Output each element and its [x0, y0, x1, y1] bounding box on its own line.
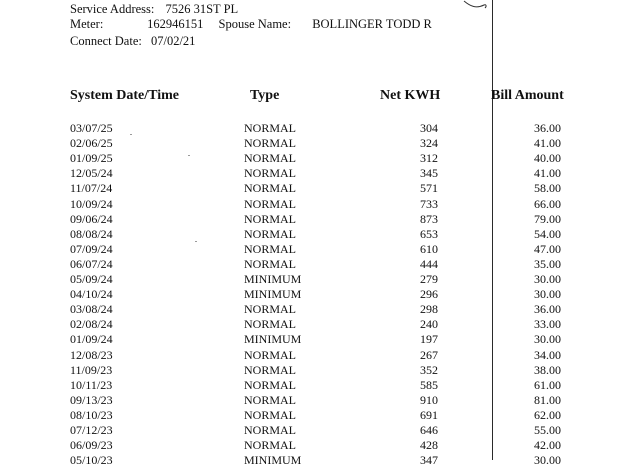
table-row	[0, 378, 640, 393]
row-date: 12/05/24	[70, 166, 113, 181]
row-net-kwh: 324	[420, 136, 438, 151]
row-net-kwh: 571	[420, 181, 438, 196]
row-net-kwh: 197	[420, 332, 438, 347]
meter-line	[70, 17, 432, 32]
row-type: NORMAL	[244, 317, 297, 332]
row-type: NORMAL	[244, 407, 297, 422]
row-type: NORMAL	[244, 151, 297, 166]
row-bill-amount: 35.00	[534, 256, 561, 271]
row-net-kwh: 304	[420, 121, 438, 135]
meter-value: 162946151	[147, 17, 204, 31]
table-row	[0, 227, 640, 242]
row-date: 04/10/24	[70, 287, 113, 302]
table-row	[0, 272, 640, 287]
row-type: NORMAL	[244, 226, 297, 241]
table-row	[0, 317, 640, 332]
spouse-value: BOLLINGER TODD R	[312, 17, 432, 31]
row-date: 09/06/24	[70, 211, 113, 226]
row-type: NORMAL	[244, 136, 297, 151]
table-row	[0, 212, 640, 227]
row-type: NORMAL	[244, 377, 297, 392]
row-date: 11/07/24	[70, 181, 113, 196]
row-date: 12/08/23	[70, 347, 113, 362]
row-bill-amount: 61.00	[534, 377, 561, 392]
row-bill-amount: 58.00	[534, 181, 561, 196]
row-type: NORMAL	[244, 438, 297, 453]
row-type: NORMAL	[244, 423, 297, 437]
row-bill-amount: 62.00	[534, 407, 561, 422]
row-net-kwh: 279	[420, 272, 438, 286]
row-net-kwh: 910	[420, 392, 438, 407]
connect-date-line	[70, 34, 195, 49]
row-bill-amount: 38.00	[534, 362, 561, 377]
row-net-kwh: 585	[420, 377, 438, 392]
table-row	[0, 438, 640, 453]
row-bill-amount: 79.00	[534, 211, 561, 226]
row-bill-amount: 30.00	[534, 287, 561, 302]
row-date: 10/09/24	[70, 196, 113, 211]
table-row	[0, 136, 640, 151]
table-row	[0, 257, 640, 272]
service-address-label: Service Address:	[70, 2, 155, 16]
table-row	[0, 348, 640, 363]
row-net-kwh: 347	[420, 453, 438, 468]
table-row	[0, 302, 640, 317]
row-net-kwh: 298	[420, 302, 438, 317]
row-type: NORMAL	[244, 362, 297, 377]
row-bill-amount: 66.00	[534, 196, 561, 211]
row-date: 01/09/24	[70, 332, 113, 347]
row-type: NORMAL	[244, 241, 297, 256]
row-net-kwh: 691	[420, 407, 438, 422]
header-net-kwh: Net KWH	[380, 88, 441, 103]
service-address-value: 7526 31ST PL	[165, 2, 239, 16]
row-bill-amount: 41.00	[534, 166, 561, 181]
scan-speck	[188, 155, 190, 156]
row-net-kwh: 873	[420, 211, 438, 226]
row-bill-amount: 34.00	[534, 347, 561, 362]
table-row	[0, 423, 640, 438]
row-date: 03/08/24	[70, 302, 113, 317]
row-bill-amount: 30.00	[534, 332, 561, 347]
row-net-kwh: 312	[420, 151, 438, 166]
row-date: 05/10/23	[70, 453, 113, 468]
row-bill-amount: 47.00	[534, 241, 561, 256]
row-date: 02/06/25	[70, 136, 113, 151]
row-bill-amount: 40.00	[534, 151, 561, 166]
row-type: MINIMUM	[244, 332, 302, 347]
row-bill-amount: 30.00	[534, 453, 561, 468]
table-row	[0, 197, 640, 212]
row-bill-amount: 33.00	[534, 317, 561, 332]
row-date: 06/07/24	[70, 256, 113, 271]
row-bill-amount: 81.00	[534, 392, 561, 407]
row-net-kwh: 296	[420, 287, 438, 302]
row-net-kwh: 646	[420, 423, 438, 437]
row-type: MINIMUM	[244, 453, 302, 468]
row-date: 10/11/23	[70, 377, 113, 392]
row-date: 05/09/24	[70, 272, 113, 286]
row-date: 07/12/23	[70, 423, 113, 437]
pen-mark	[462, 0, 488, 12]
row-type: NORMAL	[244, 181, 297, 196]
table-row	[0, 453, 640, 468]
header-type: Type	[250, 88, 280, 103]
row-net-kwh: 610	[420, 241, 438, 256]
scan-speck	[130, 134, 132, 135]
table-row	[0, 287, 640, 302]
row-type: MINIMUM	[244, 287, 302, 302]
row-type: NORMAL	[244, 392, 297, 407]
scan-speck	[195, 241, 197, 242]
row-bill-amount: 36.00	[534, 302, 561, 317]
row-type: NORMAL	[244, 196, 297, 211]
row-bill-amount: 54.00	[534, 226, 561, 241]
row-date: 07/09/24	[70, 241, 113, 256]
header-bill-amount: Bill Amount	[491, 88, 564, 103]
row-type: NORMAL	[244, 256, 297, 271]
row-net-kwh: 345	[420, 166, 438, 181]
meter-label: Meter:	[70, 17, 104, 31]
row-net-kwh: 444	[420, 256, 438, 271]
row-date: 08/08/24	[70, 226, 113, 241]
row-bill-amount: 42.00	[534, 438, 561, 453]
table-row	[0, 363, 640, 378]
row-date: 11/09/23	[70, 362, 113, 377]
row-type: NORMAL	[244, 347, 297, 362]
table-row	[0, 393, 640, 408]
table-row	[0, 181, 640, 196]
row-date: 06/09/23	[70, 438, 113, 453]
row-type: NORMAL	[244, 166, 297, 181]
row-date: 03/07/25	[70, 121, 113, 135]
row-type: MINIMUM	[244, 272, 302, 286]
row-date: 01/09/25	[70, 151, 113, 166]
table-row	[0, 408, 640, 423]
spouse-label: Spouse Name:	[218, 17, 292, 31]
row-type: NORMAL	[244, 121, 297, 135]
row-net-kwh: 428	[420, 438, 438, 453]
row-bill-amount: 41.00	[534, 136, 561, 151]
table-row	[0, 332, 640, 347]
row-type: NORMAL	[244, 302, 297, 317]
row-date: 02/08/24	[70, 317, 113, 332]
table-row	[0, 121, 640, 136]
table-row	[0, 151, 640, 166]
service-address-line	[70, 2, 238, 17]
row-net-kwh: 267	[420, 347, 438, 362]
table-row	[0, 166, 640, 181]
row-type: NORMAL	[244, 211, 297, 226]
row-net-kwh: 352	[420, 362, 438, 377]
row-date: 08/10/23	[70, 407, 113, 422]
row-net-kwh: 733	[420, 196, 438, 211]
table-row	[0, 242, 640, 257]
row-bill-amount: 36.00	[534, 121, 561, 135]
row-bill-amount: 30.00	[534, 272, 561, 286]
row-net-kwh: 653	[420, 226, 438, 241]
connect-date-value: 07/02/21	[150, 34, 196, 48]
row-date: 09/13/23	[70, 392, 113, 407]
row-bill-amount: 55.00	[534, 423, 561, 437]
connect-date-label: Connect Date:	[70, 34, 142, 48]
header-system-date: System Date/Time	[70, 88, 179, 103]
row-net-kwh: 240	[420, 317, 438, 332]
